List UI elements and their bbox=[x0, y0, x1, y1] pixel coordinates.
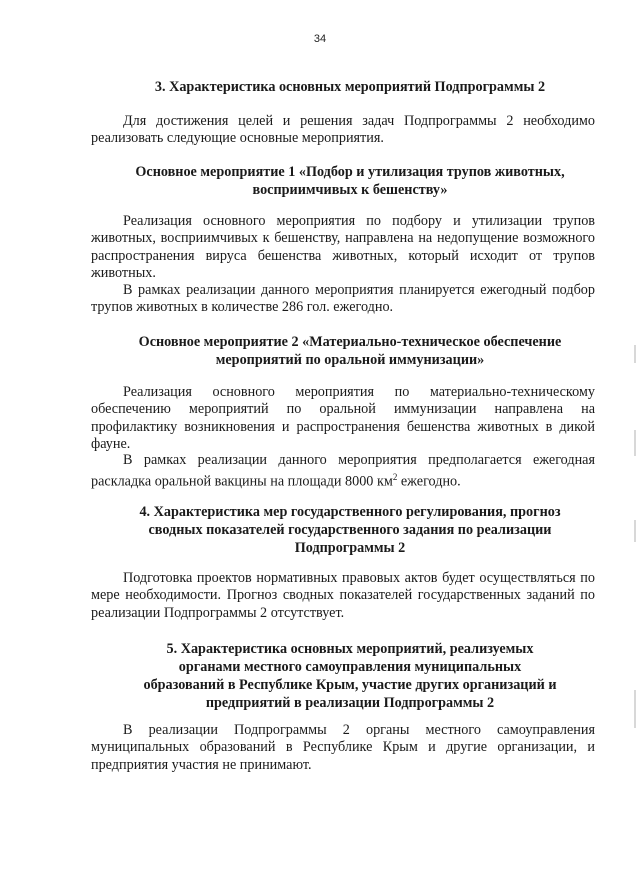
superscript-2: 2 bbox=[392, 472, 398, 483]
measure1-paragraph-2: В рамках реализации данного мероприятия планируется ежегодный подбор трупов животных в количестве 286 гол. ежегодно. bbox=[91, 282, 595, 316]
section5-heading-line2: органами местного самоуправления муниципальных bbox=[178, 659, 522, 675]
section3-heading: 3. Характеристика основных мероприятий Подпрограммы 2 bbox=[154, 79, 546, 95]
scan-artifact bbox=[634, 690, 636, 728]
page-number: 34 bbox=[313, 33, 327, 45]
section4-heading-line3: Подпрограммы 2 bbox=[294, 540, 406, 556]
section5-heading bbox=[90, 640, 610, 712]
measure2-heading bbox=[90, 333, 610, 369]
section4-heading bbox=[90, 503, 610, 557]
measure2-paragraph-2-text: В рамках реализации данного мероприятия предполагается ежегодная раскладка оральной вакцины на площади 8000 км bbox=[91, 452, 595, 491]
measure1-paragraph-1: Реализация основного мероприятия по подбору и утилизации трупов животных, восприимчивых к бешенству, направлена на недопущение возможного распространения вируса бешенства животных, который исходит от трупов животных. bbox=[91, 213, 595, 281]
section4-heading-line2: сводных показателей государственного задания по реализации bbox=[148, 522, 552, 538]
section4-paragraph: Подготовка проектов нормативных правовых актов будет осуществляться по мере необходимости. Прогноз сводных показателей государственных заданий по реализации Подпрограммы 2 отсутствует. bbox=[91, 570, 595, 621]
scan-artifact bbox=[634, 430, 636, 456]
section5-paragraph: В реализации Подпрограммы 2 органы местного самоуправления муниципальных образований в Республике Крым и другие организации, и предприятия участия не принимают. bbox=[91, 722, 595, 773]
section5-heading-line1: 5. Характеристика основных мероприятий, реализуемых bbox=[166, 641, 534, 657]
measure2-paragraph-2 bbox=[91, 452, 595, 491]
measure1-heading-line2: восприимчивых к бешенству» bbox=[252, 182, 448, 198]
section3-intro: Для достижения целей и решения задач Подпрограммы 2 необходимо реализовать следующие основные мероприятия. bbox=[91, 113, 595, 147]
measure2-paragraph-2-end: ежегодно. bbox=[397, 474, 461, 491]
measure2-heading-line1: Основное мероприятие 2 «Материально-техническое обеспечение bbox=[138, 334, 562, 350]
section5-heading-line3: образований в Республике Крым, участие других организаций и bbox=[143, 677, 557, 693]
scan-artifact bbox=[634, 520, 636, 542]
measure2-paragraph-1: Реализация основного мероприятия по материально-техническому обеспечению мероприятий по оральной иммунизации направлена на профилактику возникновения и распространения бешенства животных в дикой фауне. bbox=[91, 384, 595, 452]
scan-artifact bbox=[634, 345, 636, 363]
section4-heading-line1: 4. Характеристика мер государственного регулирования, прогноз bbox=[139, 504, 561, 520]
measure1-heading bbox=[90, 163, 610, 199]
measure1-heading-line1: Основное мероприятие 1 «Подбор и утилизация трупов животных, bbox=[135, 164, 565, 180]
section5-heading-line4: предприятий в реализации Подпрограммы 2 bbox=[205, 695, 495, 711]
measure2-heading-line2: мероприятий по оральной иммунизации» bbox=[215, 352, 485, 368]
